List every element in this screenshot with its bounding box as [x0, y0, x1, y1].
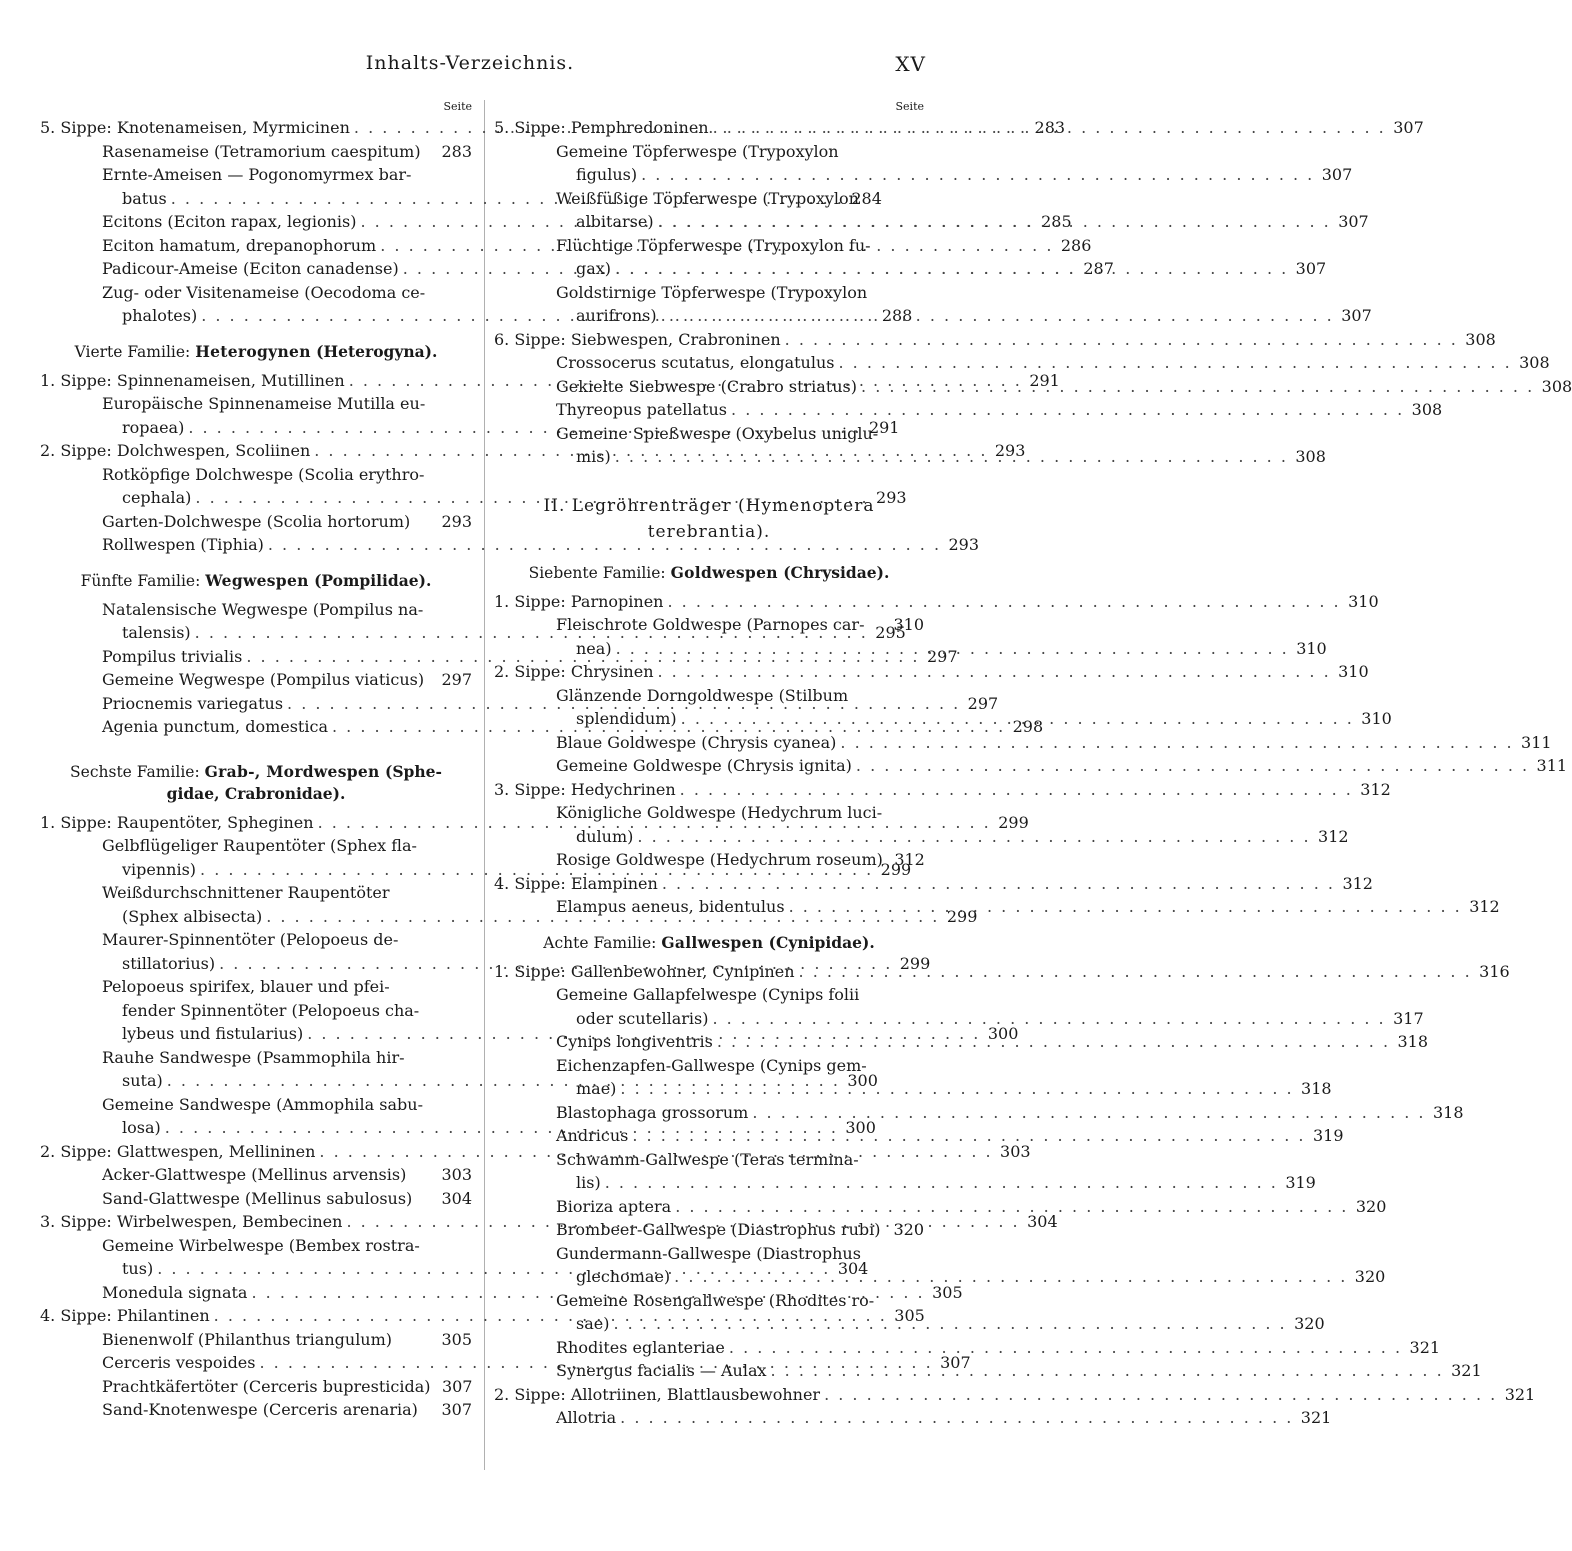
entry-text: aurifrons)	[576, 306, 657, 325]
toc-entry	[40, 533, 980, 557]
toc-entry	[40, 668, 472, 692]
entry-text: Weißfüßige Töpferwespe (Trypoxylon	[556, 188, 859, 208]
toc-entry	[494, 1312, 1325, 1336]
entry-page-number: 303	[1000, 1141, 1031, 1161]
entry-page-number: 319	[1312, 1126, 1344, 1145]
entry-text: Padicour-Ameise (Eciton canadense)	[102, 259, 399, 278]
entry-page-number: 307	[1393, 118, 1424, 137]
entry-text: lybeus und fistularius)	[122, 1024, 304, 1043]
toc-entry	[494, 351, 1550, 375]
toc-sippe-entry	[494, 1383, 1536, 1407]
entry-text: Gemeine Goldwespe (Chrysis ignita)	[556, 756, 852, 775]
toc-entry	[494, 848, 924, 872]
entry-page-number: 311	[1521, 732, 1552, 752]
entry-page-number: 284	[851, 188, 882, 208]
entry-text: dulum)	[576, 826, 634, 846]
entry-page-number: 316	[1479, 961, 1510, 981]
entry-text: 3. Sippe: Wirbelwespen, Bembecinen	[40, 1212, 343, 1231]
entry-text: Eichenzapfen-Gallwespe (Cynips gem-	[556, 1055, 867, 1075]
entry-text: splendidum)	[576, 709, 677, 728]
entry-page-number: 320	[1355, 1196, 1387, 1216]
entry-text: Sand-Glattwespe (Mellinus sabulosus)	[102, 1188, 413, 1208]
entry-text: Gundermann-Gallwespe (Diastrophus	[556, 1243, 861, 1263]
leader-dots	[637, 163, 1318, 187]
leader-dots	[611, 257, 1292, 281]
page-header	[0, 52, 950, 82]
leader-dots	[835, 351, 1516, 375]
toc-entry	[494, 754, 1568, 778]
entry-text: Gemeine Töpferwespe (Trypoxylon	[556, 141, 839, 161]
entry-page-number: 283	[441, 141, 472, 161]
entry-text: Rollwespen (Tiphia)	[102, 535, 264, 554]
toc-entry	[494, 140, 924, 164]
toc-entry	[40, 1187, 472, 1211]
entry-text: Glänzende Dorngoldwespe (Stilbum	[556, 685, 849, 705]
family-latin-name: (Sphe-	[379, 761, 442, 781]
entry-page-number: 304	[837, 1259, 869, 1278]
toc-entry	[494, 1218, 924, 1242]
entry-page-number: 320	[893, 1220, 924, 1239]
entry-page-number: 297	[441, 670, 472, 689]
family-heading	[494, 919, 924, 960]
leader-dots	[836, 731, 1517, 755]
toc-entry	[494, 1171, 1316, 1195]
leader-dots	[609, 1312, 1290, 1336]
entry-page-number: 300	[987, 1024, 1019, 1043]
entry-text: losa)	[122, 1118, 161, 1137]
entry-page-number: 311	[1536, 756, 1568, 775]
entry-text: 2. Sippe: Glattwespen, Mellininen	[40, 1141, 316, 1161]
entry-text: Sand-Knotenwespe (Cerceris arenaria)	[102, 1400, 418, 1419]
seite-label: Seite	[895, 100, 924, 113]
entry-text: 5. Sippe: Pemphredoninen	[494, 118, 709, 137]
toc-entry	[40, 928, 472, 952]
entry-page-number: 308	[1519, 353, 1550, 372]
toc-entry	[494, 187, 924, 211]
toc-entry	[494, 281, 924, 305]
entry-page-number: 307	[940, 1353, 971, 1372]
entry-text: 2. Sippe: Allotriinen, Blattlausbewohner	[494, 1384, 821, 1404]
entry-page-number: 310	[1338, 662, 1369, 681]
entry-page-number: 300	[845, 1118, 876, 1137]
entry-page-number: 305	[894, 1306, 925, 1325]
entry-text: Bioriza aptera	[556, 1196, 672, 1216]
family-name: Gallwespen	[661, 932, 764, 952]
entry-text: 1. Sippe: Spinnenameisen, Mutillinen	[40, 370, 345, 390]
leader-dots	[727, 398, 1408, 422]
family-label: Fünfte Familie:	[80, 571, 206, 590]
family-label: Sechste Familie:	[70, 762, 205, 781]
entry-text: Goldstirnige Töpferwespe (Trypoxylon	[556, 282, 868, 302]
entry-text: Weißdurchschnittener Raupentöter	[102, 883, 390, 902]
toc-entry	[40, 975, 472, 999]
entry-text: Elampus aeneus, bidentulus	[556, 897, 785, 916]
entry-text: albitarse)	[576, 212, 654, 231]
entry-text: Blastophaga grossorum	[556, 1102, 749, 1122]
entry-text: Flüchtige Töpferwespe (Trypoxylon fu-	[556, 235, 871, 255]
entry-page-number: 321	[1504, 1384, 1536, 1404]
section-heading	[494, 469, 924, 549]
entry-text: Allotria	[556, 1408, 617, 1427]
section-title: II. Legröhrenträger (Hymenoptera	[543, 495, 875, 516]
family-label: Achte Familie:	[543, 933, 662, 952]
entry-text: Agenia punctum, domestica	[102, 717, 328, 736]
entry-page-number: 312	[894, 850, 925, 869]
family-latin-name-cont: gidae, Crabronidae).	[166, 783, 346, 803]
toc-entry	[40, 1375, 472, 1399]
page-number: XV	[895, 52, 926, 76]
entry-page-number: 304	[1027, 1212, 1058, 1231]
toc-entry	[40, 1398, 472, 1422]
entry-text: Gemeine Wirbelwespe (Bembex rostra-	[102, 1235, 420, 1255]
entry-page-number: 308	[1411, 400, 1443, 419]
entry-page-number: 312	[1342, 873, 1373, 893]
entry-text: mis)	[576, 447, 611, 466]
toc-sippe-entry	[494, 778, 1391, 802]
toc-sippe-entry	[494, 960, 1510, 984]
family-latin-name: (Pompilidae).	[308, 570, 432, 590]
toc-entry	[494, 1289, 924, 1313]
entry-text: Rasenameise (Tetramorium caespitum)	[102, 141, 421, 161]
family-heading	[40, 739, 472, 811]
toc-sippe-entry	[494, 590, 1379, 614]
toc-entry	[40, 463, 472, 487]
entry-text: oder scutellaris)	[576, 1008, 709, 1028]
entry-text: cephala)	[122, 488, 192, 507]
leader-dots	[852, 754, 1533, 778]
entry-text: gax)	[576, 259, 612, 278]
entry-text: (Sphex albisecta)	[122, 906, 263, 926]
entry-text: Gemeine Spießwespe (Oxybelus uniglu-	[556, 423, 879, 443]
entry-text: 1. Sippe: Gallenbewohner, Cynipinen	[494, 961, 795, 981]
leader-dots	[612, 637, 1293, 661]
toc-entry	[40, 140, 472, 164]
entry-text: Andricus	[556, 1126, 629, 1145]
leader-dots	[601, 1171, 1282, 1195]
entry-text: Pelopoeus spirifex, blauer und pfei-	[102, 977, 390, 996]
entry-page-number: 299	[880, 859, 912, 879]
entry-text: Rhodites eglanteriae	[556, 1337, 725, 1357]
toc-entry	[494, 1406, 1332, 1430]
leader-dots	[725, 1336, 1406, 1360]
toc-entry	[40, 163, 472, 187]
entry-text: 1. Sippe: Parnopinen	[494, 591, 664, 611]
entry-page-number: 303	[441, 1165, 472, 1184]
entry-page-number: 312	[1318, 826, 1349, 846]
entry-text: Blaue Goldwespe (Chrysis cyanea)	[556, 732, 837, 752]
toc-entry	[40, 510, 472, 534]
toc-entry	[494, 1101, 1464, 1125]
entry-page-number: 297	[926, 646, 958, 666]
toc-entry	[40, 1163, 472, 1187]
entry-text: Schwamm-Gallwespe (Teras termina-	[556, 1149, 859, 1169]
entry-page-number: 310	[1296, 638, 1327, 658]
leader-dots	[713, 1030, 1394, 1054]
entry-page-number: 307	[1341, 306, 1372, 325]
entry-page-number: 312	[1469, 897, 1500, 916]
toc-entry	[40, 392, 472, 416]
entry-page-number: 318	[1432, 1102, 1464, 1122]
entry-text: Thyreopus patellatus	[556, 400, 728, 419]
leader-dots	[677, 707, 1358, 731]
entry-text: Gekielte Siebwespe (Crabro striatus)	[556, 376, 858, 396]
entry-page-number: 321	[1451, 1361, 1482, 1380]
entry-page-number: 320	[1294, 1314, 1325, 1333]
toc-entry	[494, 1054, 924, 1078]
entry-text: Brombeer-Gallwespe (Diastrophus rubi)	[556, 1220, 881, 1239]
toc-entry	[494, 398, 1443, 422]
entry-text: Rauhe Sandwespe (Psammophila hir-	[102, 1047, 405, 1067]
toc-entry	[40, 598, 472, 622]
entry-text: mae)	[576, 1079, 617, 1098]
entry-text: Gemeine Wegwespe (Pompilus viaticus)	[102, 670, 425, 689]
entry-page-number: 307	[1295, 259, 1327, 278]
leader-dots	[857, 375, 1538, 399]
entry-text: Natalensische Wegwespe (Pompilus na-	[102, 599, 424, 619]
entry-text: vipennis)	[122, 859, 197, 879]
entry-text: Rosige Goldwespe (Hedychrum roseum)	[556, 850, 883, 869]
entry-page-number: 293	[948, 535, 980, 554]
entry-page-number: 295	[875, 623, 906, 642]
entry-page-number: 307	[1321, 165, 1353, 184]
toc-entry	[494, 731, 1552, 755]
family-label: Vierte Familie:	[74, 342, 196, 361]
entry-page-number: 308	[1465, 329, 1496, 349]
entry-text: nea)	[576, 638, 612, 658]
entry-text: 1. Sippe: Raupentöter, Spheginen	[40, 812, 314, 832]
toc-entry	[494, 1124, 1344, 1148]
entry-text: Cynips longiventris	[556, 1032, 713, 1051]
entry-page-number: 299	[899, 953, 931, 973]
entry-text: Gemeine Sandwespe (Ammophila sabu-	[102, 1094, 423, 1114]
entry-text: Priocnemis variegatus	[102, 693, 284, 713]
entry-page-number: 293	[994, 441, 1026, 460]
entry-text: Garten-Dolchwespe (Scolia hortorum)	[102, 511, 411, 531]
entry-text: suta)	[122, 1071, 163, 1090]
entry-page-number: 283	[1034, 118, 1066, 137]
entry-text: Fleischrote Goldwespe (Parnopes car-	[556, 615, 865, 634]
entry-page-number: 307	[1338, 212, 1369, 231]
toc-entry	[40, 834, 472, 858]
entry-page-number: 305	[932, 1282, 963, 1302]
entry-page-number: 291	[1029, 370, 1060, 390]
toc-entry	[494, 422, 924, 446]
entry-text: ropaea)	[122, 417, 185, 437]
toc-entry	[494, 1242, 924, 1266]
entry-text: Cerceris vespoides	[102, 1353, 256, 1372]
leader-dots	[616, 1406, 1297, 1430]
entry-page-number: 307	[441, 1400, 472, 1419]
toc-entry	[40, 281, 472, 305]
section-title-cont: terebrantia).	[647, 521, 771, 542]
entry-text: 5. Sippe: Knotenameisen, Myrmicinen	[40, 118, 350, 137]
entry-text: figulus)	[576, 165, 638, 184]
family-name: Heterogynen	[195, 341, 311, 361]
entry-text: 2. Sippe: Chrysinen	[494, 662, 654, 681]
leader-dots	[654, 660, 1335, 684]
family-name: Goldwespen	[670, 562, 778, 582]
entry-page-number: 318	[1301, 1079, 1332, 1098]
leader-dots	[670, 1265, 1351, 1289]
entry-page-number: 312	[1360, 779, 1391, 799]
toc-sippe-entry	[494, 872, 1373, 896]
toc-entry	[494, 825, 1349, 849]
entry-page-number: 304	[441, 1188, 472, 1208]
toc-entry	[494, 1195, 1387, 1219]
leader-dots	[616, 1077, 1297, 1101]
family-latin-name: (Chrysidae).	[777, 562, 890, 582]
toc-entry	[494, 684, 924, 708]
entry-page-number: 317	[1393, 1008, 1424, 1028]
entry-text: 2. Sippe: Dolchwespen, Scoliinen	[40, 441, 311, 460]
leader-dots	[748, 1101, 1429, 1125]
family-name: Grab-, Mordwespen	[204, 761, 380, 781]
entry-text: stillatorius)	[122, 953, 216, 973]
family-heading	[40, 328, 472, 369]
entry-text: fender Spinnentöter (Pelopoeus cha-	[122, 1000, 420, 1020]
entry-page-number: 287	[1083, 259, 1114, 278]
family-label: Siebente Familie:	[528, 563, 671, 582]
entry-page-number: 305	[441, 1329, 472, 1349]
leader-dots	[781, 328, 1462, 352]
entry-text: Synergus facialis — Aulax	[556, 1361, 767, 1380]
entry-page-number: 320	[1354, 1267, 1386, 1286]
entry-page-number: 299	[946, 906, 978, 926]
leader-dots	[628, 1124, 1309, 1148]
entry-text: Königliche Goldwespe (Hedychrum luci-	[556, 803, 883, 822]
seite-label: Seite	[443, 100, 472, 113]
leader-dots	[611, 445, 1292, 469]
leader-dots	[767, 1359, 1448, 1383]
entry-page-number: 300	[847, 1071, 878, 1090]
entry-page-number: 307	[441, 1376, 473, 1396]
family-heading	[494, 549, 924, 590]
leader-dots	[633, 825, 1314, 849]
entry-page-number: 308	[1541, 376, 1572, 396]
entry-text: Europäische Spinnenameise Mutilla eu-	[102, 394, 426, 413]
family-name: Wegwespen	[205, 570, 309, 590]
entry-page-number: 308	[1295, 447, 1326, 466]
entry-page-number: 288	[881, 306, 913, 325]
toc-entry	[40, 1046, 472, 1070]
toc-sippe-entry	[494, 660, 1369, 684]
toc-entry	[40, 881, 472, 905]
leader-dots	[708, 1007, 1389, 1031]
toc-entry	[494, 1336, 1441, 1360]
entry-text: Prachtkäfertöter (Cerceris bupresticida)	[102, 1376, 431, 1396]
entry-text: Gelbflügeliger Raupentöter (Sphex fla-	[102, 836, 417, 855]
entry-page-number: 286	[1060, 235, 1092, 255]
entry-text: 4. Sippe: Philantinen	[40, 1306, 210, 1325]
entry-text: phalotes)	[122, 306, 198, 325]
entry-text: Gemeine Gallapfelwespe (Cynips folii	[556, 985, 860, 1004]
entry-text: Acker-Glattwespe (Mellinus arvensis)	[102, 1165, 407, 1184]
leader-dots	[785, 895, 1466, 919]
entry-page-number: 319	[1285, 1173, 1316, 1192]
entry-text: 4. Sippe: Elampinen	[494, 873, 658, 893]
leader-dots	[676, 778, 1357, 802]
entry-page-number: 293	[441, 511, 472, 531]
toc-entry	[494, 163, 1353, 187]
toc-entry	[494, 613, 924, 637]
entry-text: Crossocerus scutatus, elongatulus	[556, 353, 835, 372]
entry-page-number: 321	[1300, 1408, 1332, 1427]
entry-text: Pompilus trivialis	[102, 646, 243, 666]
entry-text: Eciton hamatum, drepanophorum	[102, 235, 377, 255]
leader-dots	[657, 304, 1338, 328]
leader-dots	[820, 1383, 1501, 1407]
entry-page-number: 297	[967, 693, 999, 713]
entry-text: Maurer-Spinnentöter (Pelopoeus de-	[102, 930, 399, 949]
leader-dots	[658, 872, 1339, 896]
entry-page-number: 285	[1041, 212, 1072, 231]
entry-text: batus	[122, 188, 167, 208]
entry-text: Monedula signata	[102, 1282, 248, 1302]
entry-page-number: 318	[1397, 1032, 1429, 1051]
toc-entry	[40, 1234, 472, 1258]
running-title: Inhalts-Verzeichnis.	[365, 52, 575, 74]
toc-entry	[40, 1328, 472, 1352]
entry-page-number: 310	[1348, 591, 1379, 611]
family-latin-name: (Heterogyna).	[310, 341, 438, 361]
toc-entry	[494, 801, 924, 825]
leader-dots	[654, 210, 1335, 234]
entry-page-number: 310	[1361, 709, 1392, 728]
entry-text: Ecitons (Eciton rapax, legionis)	[102, 212, 357, 231]
entry-text: Bienenwolf (Philanthus triangulum)	[102, 1329, 393, 1349]
family-latin-name: (Cynipidae).	[763, 932, 875, 952]
entry-page-number: 293	[876, 488, 907, 507]
entry-text: sae)	[576, 1314, 610, 1333]
entry-text: talensis)	[122, 623, 191, 642]
leader-dots	[663, 590, 1344, 614]
toc-entry	[494, 304, 1372, 328]
family-heading	[40, 557, 472, 598]
toc-entry	[494, 1148, 924, 1172]
entry-text: Zug- oder Visitenameise (Oecodoma ce-	[102, 282, 426, 302]
entry-text: tus)	[122, 1259, 154, 1278]
entry-text: 3. Sippe: Hedychrinen	[494, 779, 676, 799]
entry-text: glechomae)	[576, 1267, 671, 1286]
entry-page-number: 298	[1012, 717, 1044, 736]
entry-page-number: 291	[868, 417, 900, 437]
toc-entry	[40, 1093, 472, 1117]
toc-entry	[40, 999, 472, 1023]
toc-entry	[494, 983, 924, 1007]
entry-text: 6. Sippe: Siebwespen, Crabroninen	[494, 329, 781, 349]
entry-text: Gemeine Rosengallwespe (Rhodites ro-	[556, 1290, 875, 1310]
entry-page-number: 299	[998, 812, 1029, 832]
entry-page-number: 321	[1409, 1337, 1441, 1357]
leader-dots	[709, 116, 1390, 140]
entry-text: Rotköpfige Dolchwespe (Scolia erythro-	[102, 464, 425, 484]
toc-sippe-entry	[494, 328, 1496, 352]
toc-entry	[494, 1077, 1332, 1101]
entry-text: lis)	[576, 1173, 601, 1192]
toc-entry	[494, 234, 924, 258]
toc-entry	[494, 1007, 1424, 1031]
toc-entry	[494, 1265, 1386, 1289]
leader-dots	[795, 960, 1476, 984]
entry-text: Ernte-Ameisen — Pogonomyrmex bar-	[102, 165, 412, 184]
leader-dots	[671, 1195, 1352, 1219]
entry-page-number: 310	[893, 615, 924, 634]
